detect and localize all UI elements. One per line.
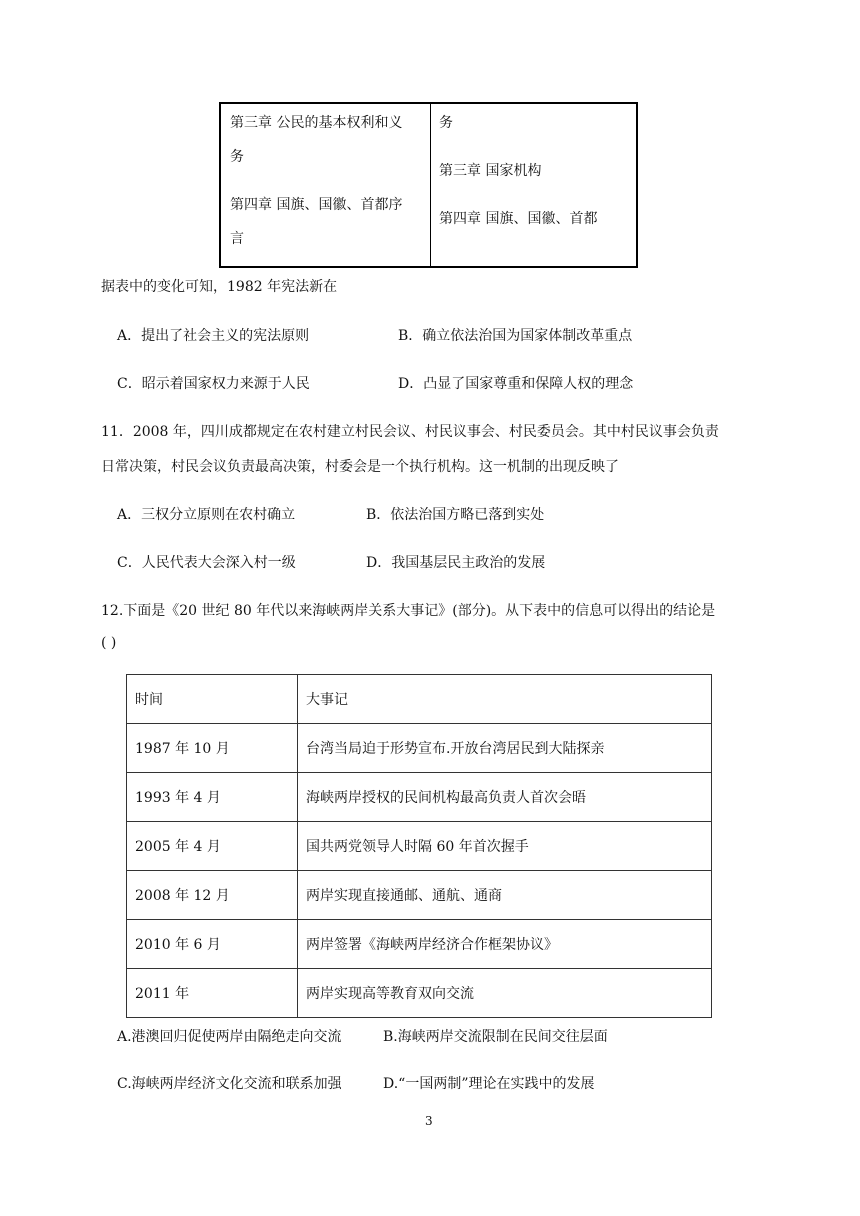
q11-option-d: D．我国基层民主政治的发展 xyxy=(366,555,546,571)
cell-event: 两岸实现直接通邮、通航、通商 xyxy=(298,871,712,920)
table-divider xyxy=(430,104,431,266)
left-cell-line: 第四章 国旗、国徽、首都序 xyxy=(230,197,403,213)
cell-date: 2008 年 12 月 xyxy=(127,871,298,920)
q11-option-a: A．三权分立原则在农村确立 xyxy=(117,507,296,523)
right-cell-line: 第三章 国家机构 xyxy=(439,163,542,179)
cell-event: 两岸签署《海峡两岸经济合作框架协议》 xyxy=(298,920,712,969)
cross-strait-events-table xyxy=(126,674,712,1018)
table-row xyxy=(127,822,712,871)
q12-option-b: B.海峡两岸交流限制在民间交往层面 xyxy=(383,1029,608,1045)
q10-option-c: C．昭示着国家权力来源于人民 xyxy=(117,376,310,392)
right-cell-line: 第四章 国旗、国徽、首都 xyxy=(439,211,598,227)
cell-event: 台湾当局迫于形势宣布.开放台湾居民到大陆探亲 xyxy=(298,724,712,773)
q11-option-c: C．人民代表大会深入村一级 xyxy=(117,555,296,571)
left-cell-line: 言 xyxy=(230,231,244,247)
cell-event: 海峡两岸授权的民间机构最高负责人首次会晤 xyxy=(298,773,712,822)
q12-option-c: C.海峡两岸经济文化交流和联系加强 xyxy=(117,1076,342,1092)
q12-option-d: D.“一国两制”理论在实践中的发展 xyxy=(383,1076,595,1092)
cell-date: 2010 年 6 月 xyxy=(127,920,298,969)
constitution-comparison-table xyxy=(219,102,638,268)
q11-stem-line1: 11．2008 年，四川成都规定在农村建立村民会议、村民议事会、村民委员会。其中村民议事会负责 xyxy=(101,424,719,440)
cell-event: 两岸实现高等教育双向交流 xyxy=(298,969,712,1018)
q11-stem-line2: 日常决策，村民会议负责最高决策，村委会是一个执行机构。这一机制的出现反映了 xyxy=(101,459,619,475)
q12-option-a: A.港澳回归促使两岸由隔绝走向交流 xyxy=(117,1029,342,1045)
q10-option-a: A．提出了社会主义的宪法原则 xyxy=(117,328,310,344)
header-time: 时间 xyxy=(127,675,298,724)
page-number: 3 xyxy=(425,1114,433,1128)
q12-stem-line1: 12.下面是《20 世纪 80 年代以来海峡两岸关系大事记》(部分)。从下表中的信息可以得出的结论是 xyxy=(101,603,716,619)
table-row xyxy=(127,724,712,773)
cell-date: 1993 年 4 月 xyxy=(127,773,298,822)
table-row xyxy=(127,871,712,920)
q10-option-b: B．确立依法治国为国家体制改革重点 xyxy=(398,328,633,344)
q10-option-d: D．凸显了国家尊重和保障人权的理念 xyxy=(398,376,634,392)
header-event: 大事记 xyxy=(298,675,712,724)
left-cell-line: 第三章 公民的基本权利和义 xyxy=(230,115,403,131)
q11-option-b: B．依法治国方略已落到实处 xyxy=(366,507,545,523)
cell-date: 2005 年 4 月 xyxy=(127,822,298,871)
cell-event: 国共两党领导人时隔 60 年首次握手 xyxy=(298,822,712,871)
table-row xyxy=(127,969,712,1018)
table-row xyxy=(127,773,712,822)
cell-date: 1987 年 10 月 xyxy=(127,724,298,773)
cell-date: 2011 年 xyxy=(127,969,298,1018)
q12-stem-line2: ( ) xyxy=(101,635,117,651)
table-header-row xyxy=(127,675,712,724)
right-cell-line: 务 xyxy=(439,115,453,131)
left-cell-line: 务 xyxy=(230,149,244,165)
q10-stem: 据表中的变化可知，1982 年宪法新在 xyxy=(101,279,338,295)
table-row xyxy=(127,920,712,969)
